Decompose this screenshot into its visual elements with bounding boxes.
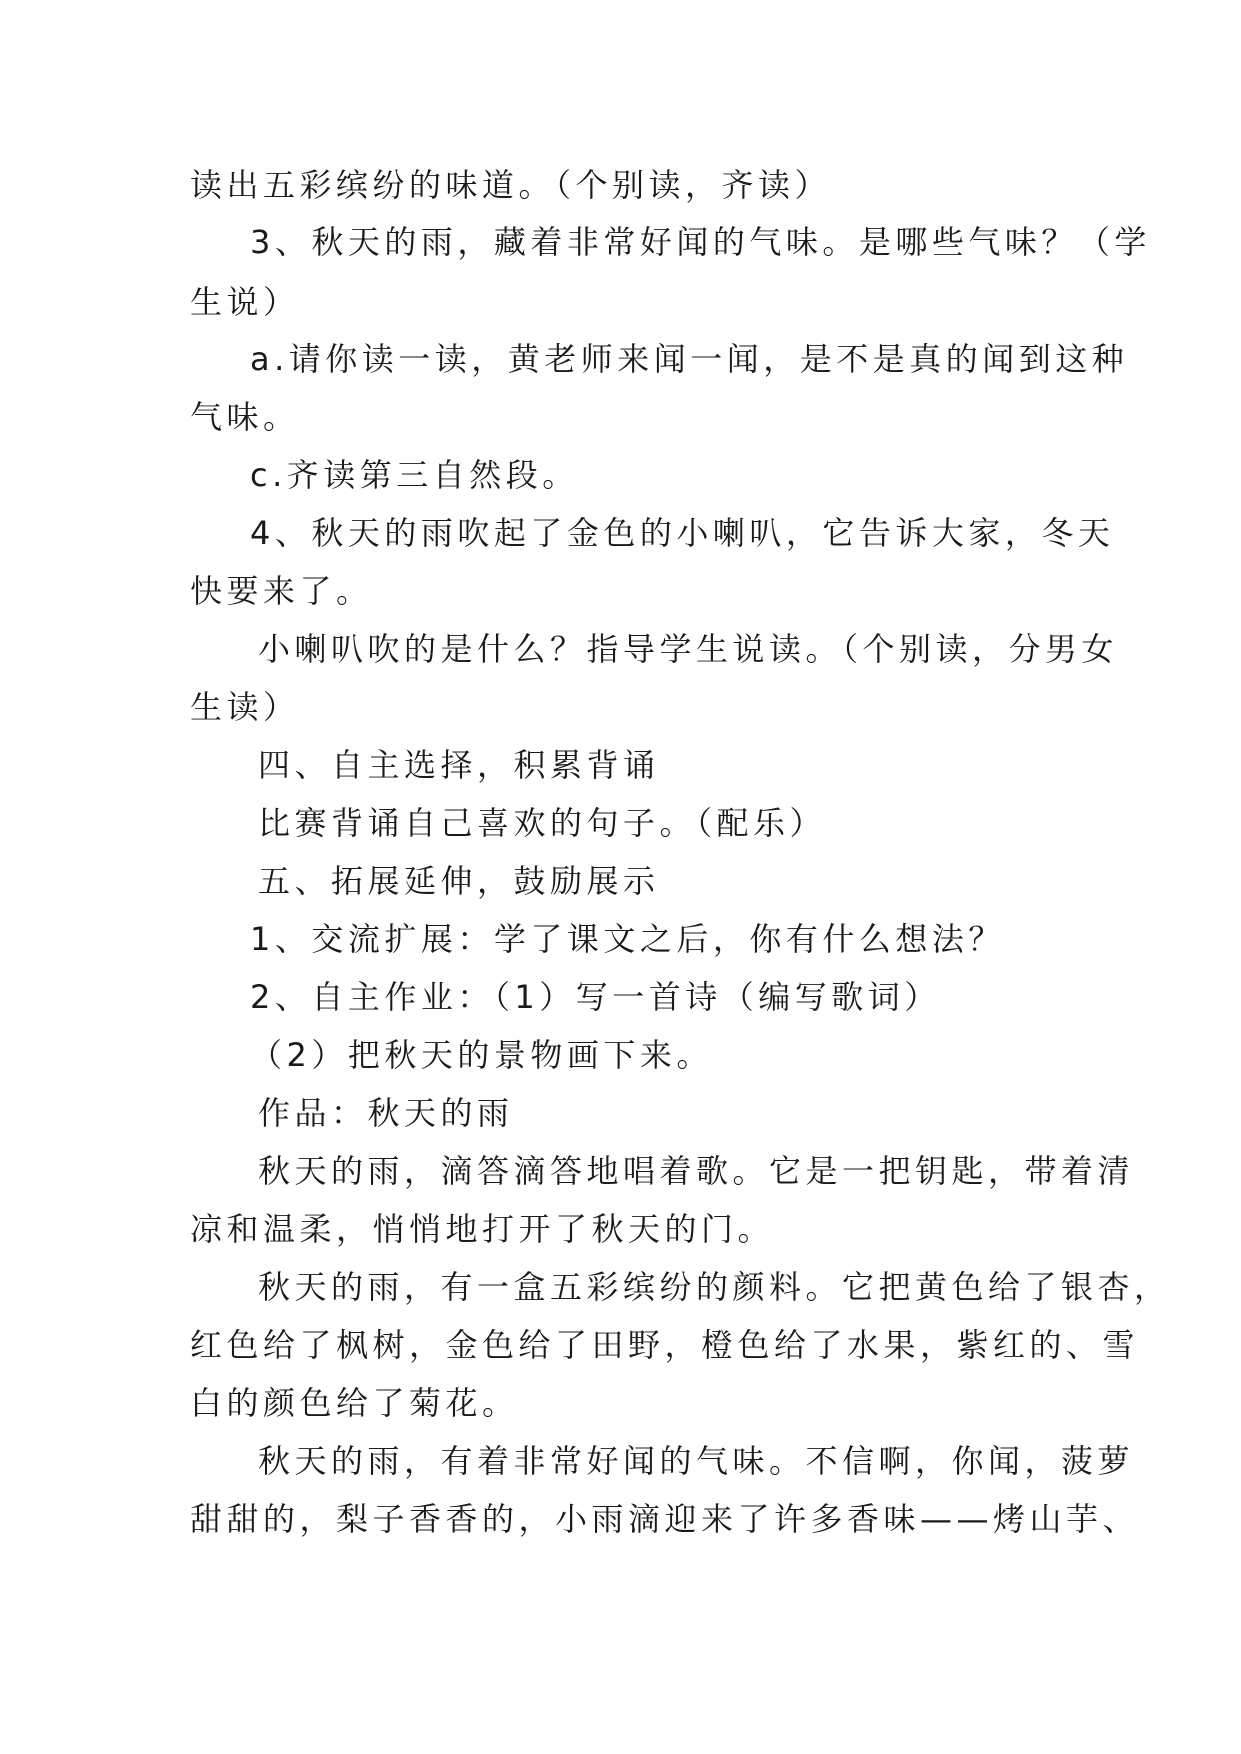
text-line: 红色给了枫树，金色给了田野，橙色给了水果，紫红的、雪 (190, 1326, 1140, 1364)
text-line: 比赛背诵自己喜欢的句子。（配乐） (258, 804, 827, 842)
text-line: a.请你读一读，黄老师来闻一闻，是不是真的闻到这种 (250, 340, 1129, 378)
section-heading: 五、拓展延伸，鼓励展示 (258, 862, 660, 900)
work-title: 作品：秋天的雨 (258, 1094, 514, 1132)
text-line: 秋天的雨，滴答滴答地唱着歌。它是一把钥匙，带着清 (258, 1152, 1135, 1190)
text-line: 读出五彩缤纷的味道。（个别读，齐读） (190, 166, 832, 204)
text-line: 1、交流扩展：学了课文之后，你有什么想法？ (250, 920, 1005, 958)
text-line: 凉和温柔，悄悄地打开了秋天的门。 (190, 1210, 775, 1248)
text-line: 白的颜色给了菊花。 (190, 1384, 519, 1422)
text-line: 4、秋天的雨吹起了金色的小喇叭，它告诉大家，冬天 (250, 514, 1115, 552)
text-line: 2、自主作业：（1）写一首诗（编写歌词） (250, 978, 941, 1016)
text-line: （2）把秋天的景物画下来。 (250, 1036, 713, 1074)
text-line: 快要来了。 (190, 572, 373, 610)
text-line: 3、秋天的雨，藏着非常好闻的气味。是哪些气味？（学 (250, 223, 1151, 261)
text-line: 生说） (190, 283, 300, 321)
section-heading: 四、自主选择，积累背诵 (258, 746, 660, 784)
text-line: 秋天的雨，有一盒五彩缤纷的颜料。它把黄色给了银杏， (258, 1268, 1171, 1306)
text-line: 秋天的雨，有着非常好闻的气味。不信啊，你闻，菠萝 (258, 1442, 1135, 1480)
text-line: c.齐读第三自然段。 (250, 456, 579, 494)
text-line: 甜甜的，梨子香香的，小雨滴迎来了许多香味——烤山芋、 (190, 1500, 1140, 1538)
text-line: 气味。 (190, 398, 300, 436)
text-line: 生读） (190, 688, 300, 726)
text-line: 小喇叭吹的是什么？指导学生说读。（个别读，分男女 (258, 630, 1119, 668)
